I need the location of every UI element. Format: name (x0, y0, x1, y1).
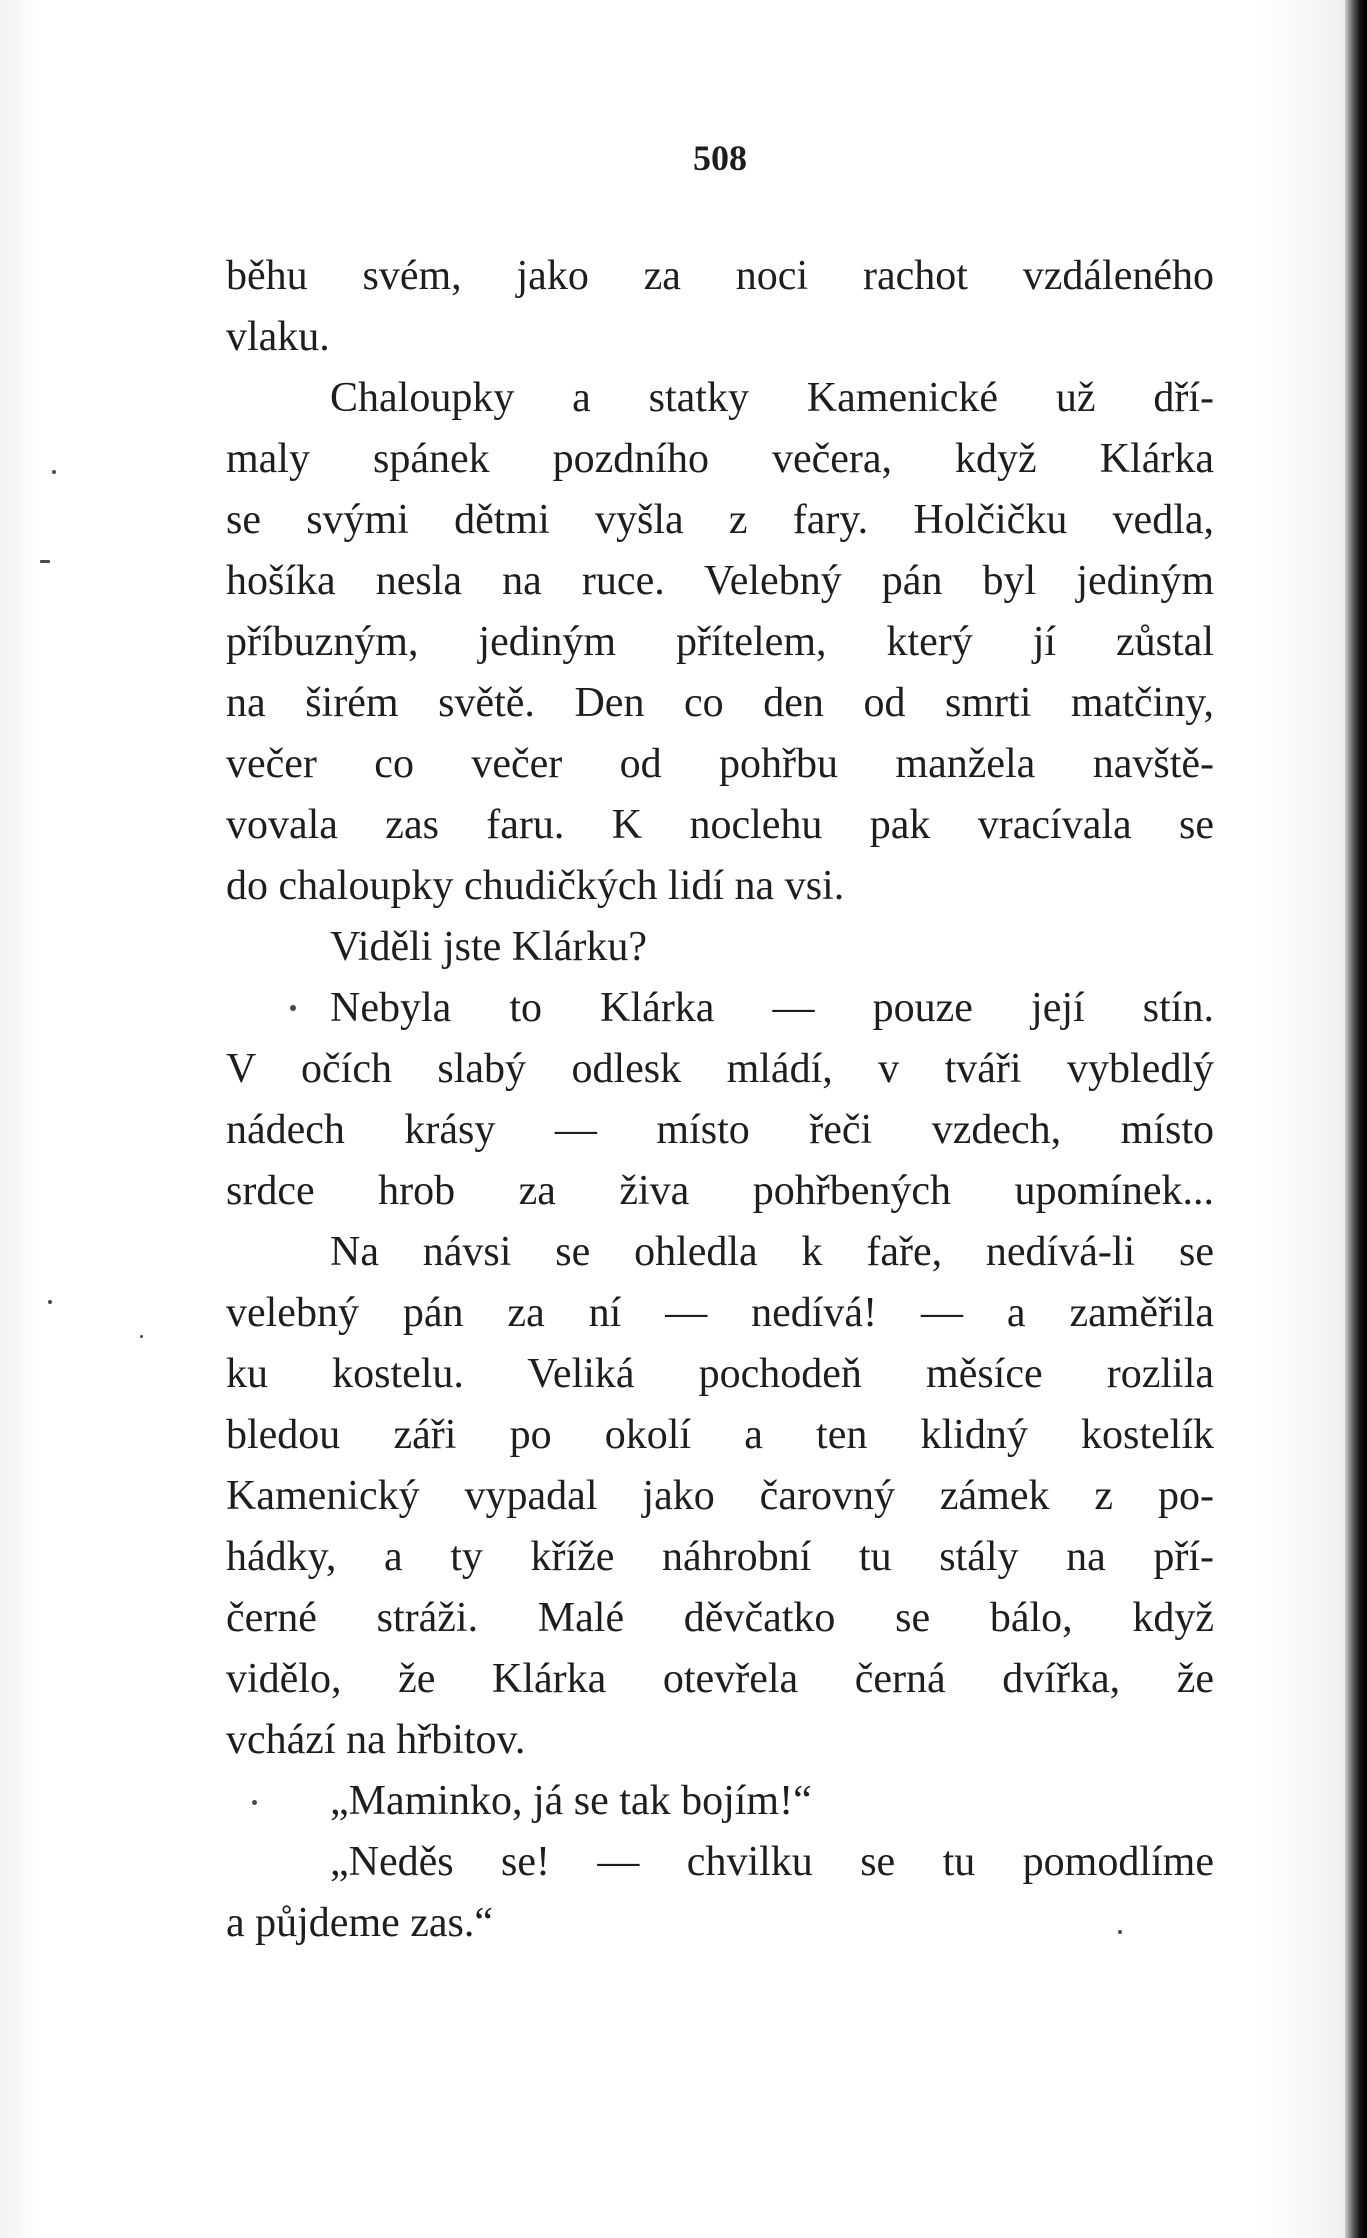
text-line: večer co večer od pohřbu manžela navště- (226, 741, 1214, 787)
text-line: příbuzným, jediným přítelem, který jí zůstal (226, 619, 1214, 665)
text-line: vovala zas faru. K noclehu pak vracívala se (226, 802, 1214, 848)
text-line: srdce hrob za živa pohřbených upomínek... (226, 1168, 1214, 1214)
text-line: „Maminko, já se tak bojím!“ (330, 1778, 812, 1824)
text-line: Nebyla to Klárka — pouze její stín. (330, 985, 1214, 1031)
text-line: vchází na hřbitov. (226, 1717, 526, 1763)
paper-speck (48, 1300, 52, 1304)
text-line: a půjdeme zas.“ (226, 1900, 494, 1946)
paper-speck (140, 1335, 143, 1338)
paper-speck (40, 560, 50, 563)
text-line: nádech krásy — místo řeči vzdech, místo (226, 1107, 1214, 1153)
text-line: černé stráži. Malé děvčatko se bálo, když (226, 1595, 1214, 1641)
text-line: Na návsi se ohledla k faře, nedívá-li se (330, 1229, 1214, 1275)
text-line: ku kostelu. Veliká pochodeň měsíce rozlila (226, 1351, 1214, 1397)
text-line: maly spánek pozdního večera, když Klárka (226, 436, 1214, 482)
text-line: vlaku. (226, 314, 330, 360)
text-line: hošíka nesla na ruce. Velebný pán byl jediným (226, 558, 1214, 604)
text-line: „Neděs se! — chvilku se tu pomodlíme (330, 1839, 1214, 1885)
text-line: do chaloupky chudičkých lidí na vsi. (226, 863, 845, 909)
text-line: se svými dětmi vyšla z fary. Holčičku vedla, (226, 497, 1214, 543)
text-line: na širém světě. Den co den od smrti matčiny, (226, 680, 1214, 726)
page-edge-shadow (1345, 0, 1367, 2238)
text-line: vidělo, že Klárka otevřela černá dvířka, že (226, 1656, 1214, 1702)
text-line: V očích slabý odlesk mládí, v tváři vybledlý (226, 1046, 1214, 1092)
page-number: 508 (693, 138, 747, 178)
text-line: bledou záři po okolí a ten klidný kostelík (226, 1412, 1214, 1458)
text-line: Chaloupky a statky Kamenické už dří- (330, 375, 1214, 421)
body-text (226, 246, 1214, 1954)
text-line: Viděli jste Klárku? (330, 924, 648, 970)
text-line: Kamenický vypadal jako čarovný zámek z po- (226, 1473, 1214, 1519)
text-line: běhu svém, jako za noci rachot vzdáleného (226, 253, 1214, 299)
text-line: hádky, a ty kříže náhrobní tu stály na pří- (226, 1534, 1214, 1580)
text-line: velebný pán za ní — nedívá! — a zaměřila (226, 1290, 1214, 1336)
paper-speck (52, 470, 56, 474)
